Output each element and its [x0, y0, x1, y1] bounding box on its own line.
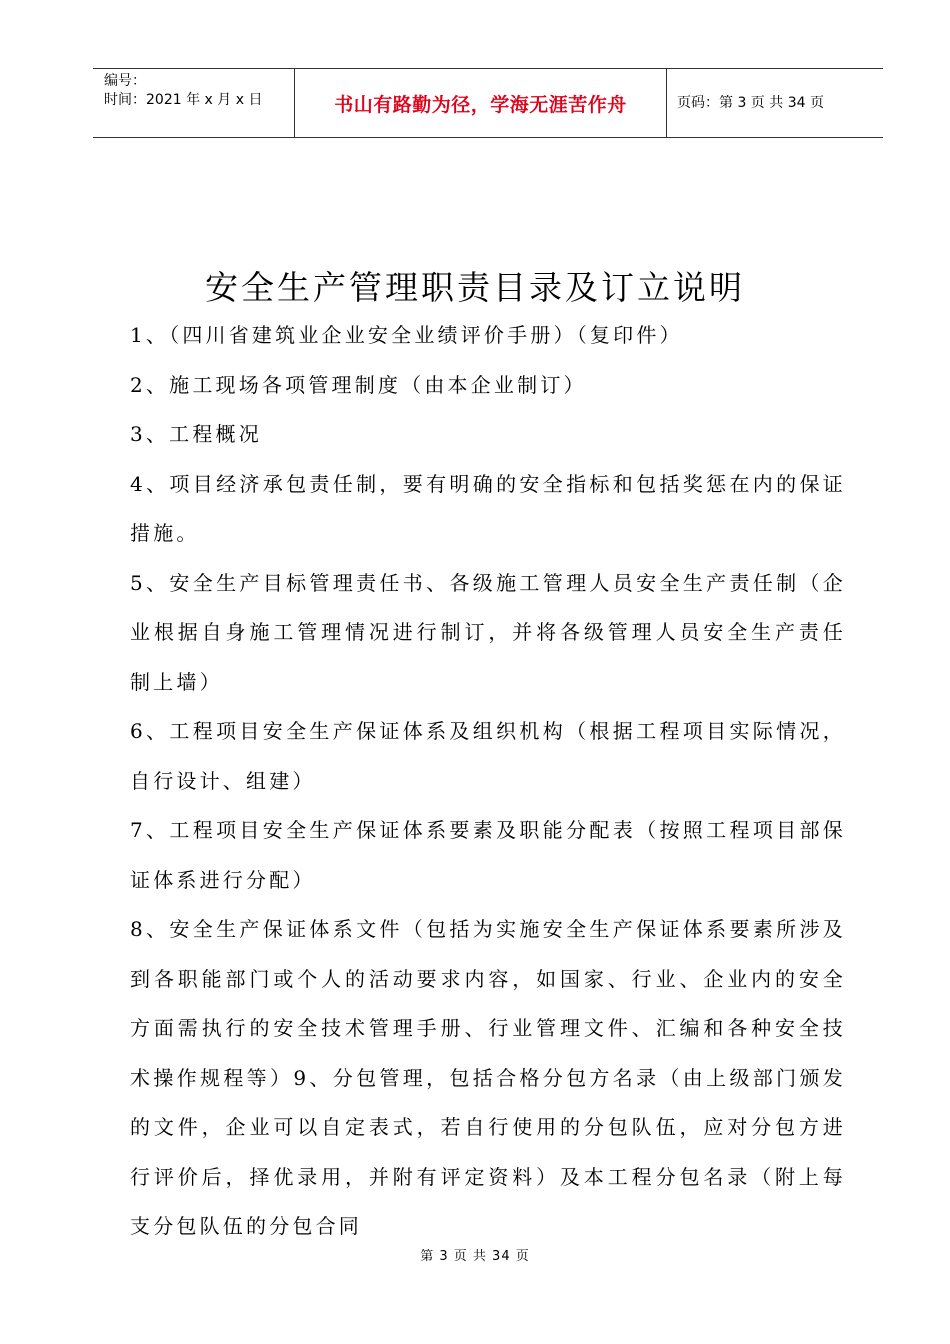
document-body	[130, 311, 846, 1252]
header-meta-cell	[93, 69, 295, 137]
header-page-cell	[667, 69, 883, 137]
paragraph-2: 2、施工现场各项管理制度（由本企业制订）	[130, 372, 587, 397]
page-info: 页码：第 3 页 共 34 页	[677, 94, 824, 111]
paragraph-7: 7、工程项目安全生产保证体系要素及职能分配表（按照工程项目部保证体系进行分配）	[130, 818, 846, 892]
slogan-text: 书山有路勤为径，学海无涯苦作舟	[334, 93, 627, 116]
time-label: 时间：2021 年 x 月 x 日	[104, 92, 263, 108]
paragraph-3: 3、工程概况	[130, 422, 262, 446]
page-footer: 第 3 页 共 34 页	[420, 1249, 530, 1264]
paragraph-5: 5、安全生产目标管理责任书、各级施工管理人员安全生产责任制（企业根据自身施工管理情况进行制订，并将各级管理人员安全生产责任制上墙）	[130, 570, 846, 694]
paragraph-4: 4、项目经济承包责任制，要有明确的安全指标和包括奖惩在内的保证措施。	[130, 471, 846, 545]
header-slogan-cell	[295, 69, 667, 137]
paragraph-8: 8、安全生产保证体系文件（包括为实施安全生产保证体系要素所涉及到各职能部门或个人的活动要求内容，如国家、行业、企业内的安全方面需执行的安全技术管理手册、行业管理文件、汇编和各种安全技术操作规程等）9、分包管理，包括合格分包方名录（由上级部门颁发的文件，企业可以自定表式，若自行使用的分包队伍，应对分包方进行评价后，择优录用，并附有评定资料）及本工程分包名录（附上每支分包队伍的分包合同	[130, 917, 846, 1238]
serial-label: 编号：	[104, 73, 146, 89]
document-title: 安全生产管理职责目录及订立说明	[205, 268, 745, 307]
header-table	[93, 68, 883, 138]
paragraph-1: 1、（四川省建筑业企业安全业绩评价手册）（复印件）	[130, 323, 683, 347]
paragraph-6: 6、工程项目安全生产保证体系及组织机构（根据工程项目实际情况，自行设计、组建）	[130, 719, 846, 793]
